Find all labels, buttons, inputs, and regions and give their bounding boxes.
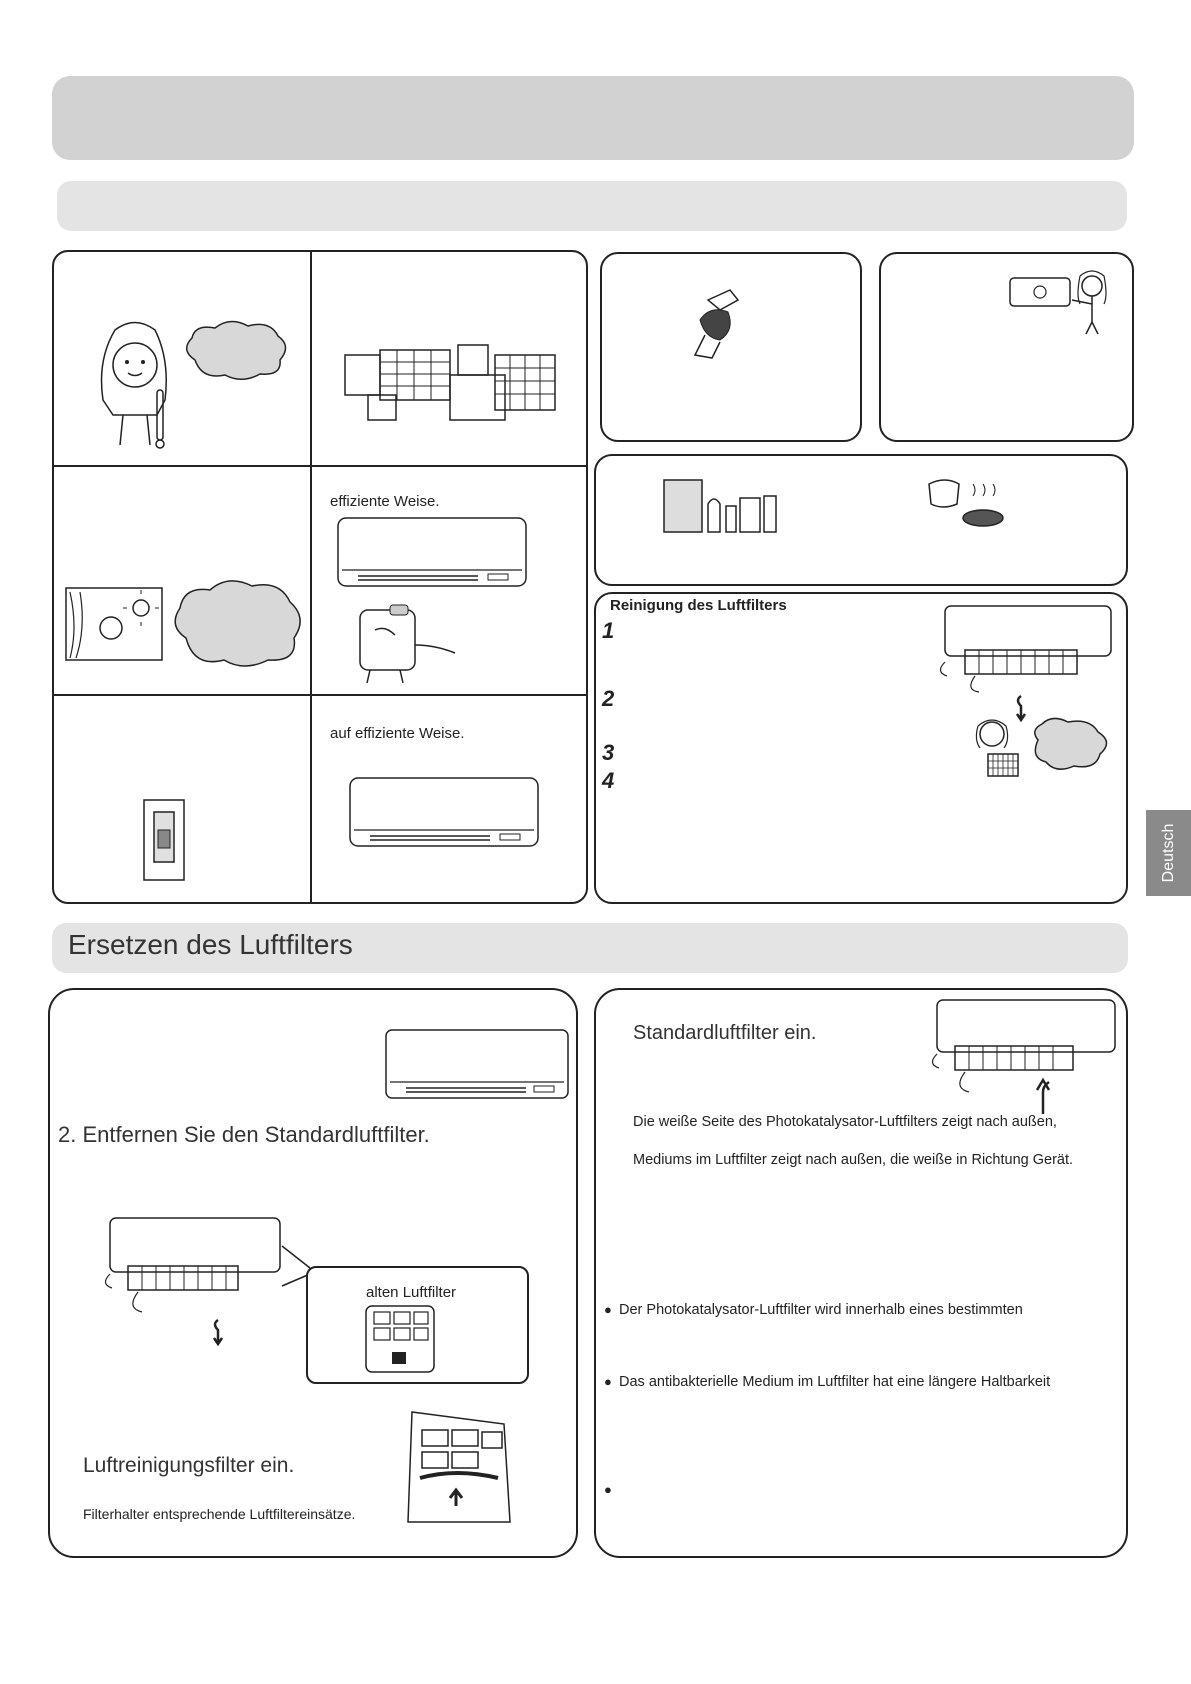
girl-display-illustration — [1010, 266, 1114, 336]
ac-unit-illustration-1 — [338, 518, 528, 590]
photocatalyst-line-1: Die weiße Seite des Photokatalysator-Luftfilters zeigt nach außen, — [633, 1114, 1057, 1130]
cleaning-step-2: 2 — [602, 686, 615, 711]
hot-water-illustration — [925, 476, 1009, 538]
remote-mascot-illustration — [355, 605, 475, 687]
filter-insert-illustration — [406, 1412, 510, 1526]
photocatalyst-line-2: Mediums im Luftfilter zeigt nach außen, die weiße in Richtung Gerät. — [633, 1152, 1074, 1168]
language-tab-label: Deutsch — [1159, 823, 1177, 883]
row3-right-text: auf effiziente Weise. — [330, 725, 465, 742]
insert-filter-text: Luftreinigungsfilter ein. — [83, 1454, 295, 1477]
subheader-band — [57, 181, 1127, 231]
grid-divider-row1 — [53, 465, 587, 467]
language-tab[interactable] — [1146, 810, 1191, 896]
girl-holding-filter-illustration — [968, 718, 1113, 778]
bullet-2-dot: ● — [604, 1374, 612, 1389]
header-band — [52, 76, 1134, 160]
grid-divider-vertical — [310, 251, 312, 903]
bullet-1-dot: ● — [604, 1302, 612, 1317]
ac-unit-illustration-3 — [386, 1030, 571, 1100]
cleaning-step-1: 1 — [602, 618, 615, 643]
detergent-bottles-illustration — [664, 476, 799, 534]
bullet-1-text: Der Photokatalysator-Luftfilter wird innerhalb eines bestimmten — [619, 1302, 1023, 1318]
window-sun-illustration — [66, 588, 166, 663]
filter-holder-text: Filterhalter entsprechende Luftfiltereinsätze. — [83, 1506, 356, 1522]
old-filter-illustration — [366, 1306, 438, 1376]
cleaning-step-4: 4 — [602, 768, 615, 793]
bullet-3-dot: ● — [604, 1482, 612, 1497]
ac-filter-pull-illustration — [98, 1218, 288, 1348]
standard-filter-heading: Standardluftfilter ein. — [633, 1022, 817, 1044]
replace-section-title: Ersetzen des Luftfilters — [68, 929, 353, 960]
bullet-2-text: Das antibakterielle Medium im Luftfilter hat eine längere Haltbarkeit — [619, 1374, 1051, 1390]
girl-thermometer-illustration — [85, 320, 185, 450]
ac-filter-insert-illustration — [925, 1000, 1120, 1116]
thought-cloud-2 — [168, 578, 306, 670]
cloth-wipe-illustration — [690, 290, 750, 360]
breaker-switch-illustration — [144, 800, 186, 882]
cleaning-step-3: 3 — [602, 740, 615, 765]
cleaning-title: Reinigung des Luftfilters — [610, 597, 787, 614]
remove-standard-filter-text: 2. Entfernen Sie den Standardluftfilter. — [58, 1122, 430, 1147]
ac-filter-removal-illustration — [935, 606, 1115, 724]
old-filter-label: alten Luftfilter — [366, 1284, 457, 1301]
ac-unit-illustration-2 — [350, 778, 540, 850]
thought-cloud-1 — [180, 320, 292, 382]
grid-divider-row2 — [53, 694, 587, 696]
row2-right-text: effiziente Weise. — [330, 493, 440, 510]
furniture-boxes-illustration — [340, 340, 565, 425]
